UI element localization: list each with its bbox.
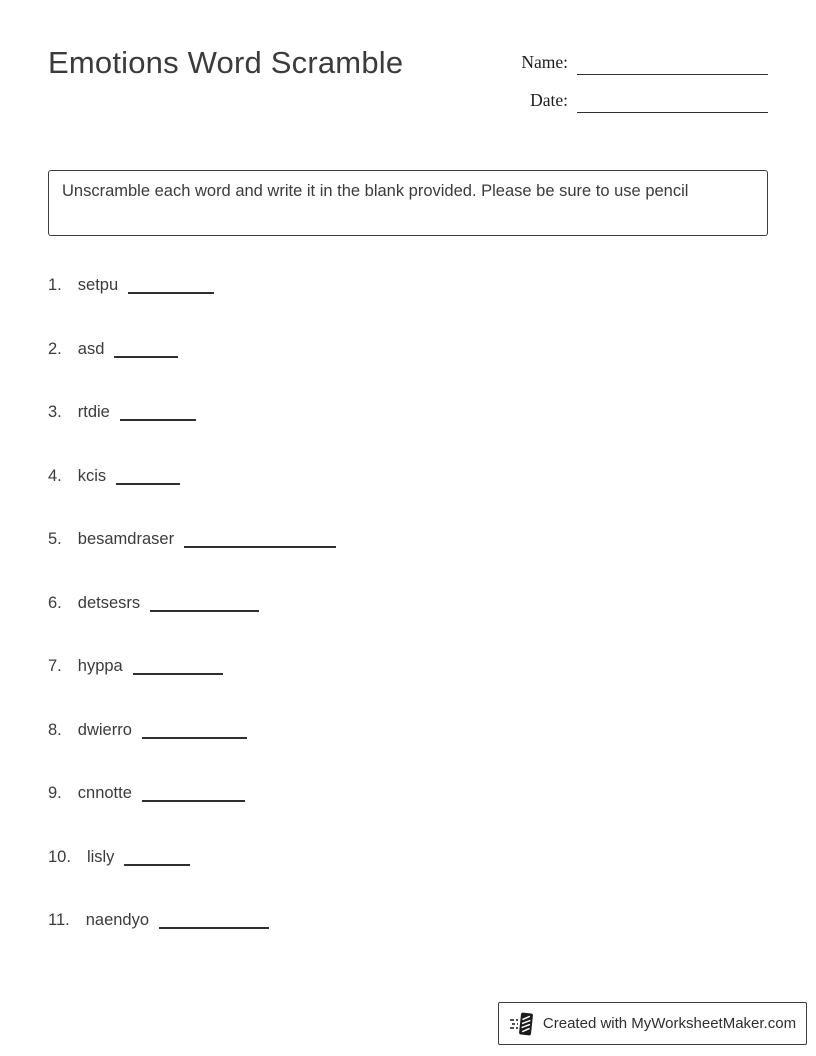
- scramble-list-item: [48, 911, 768, 932]
- date-field-row: [530, 90, 768, 111]
- answer-blank-line: [150, 610, 259, 612]
- scrambled-word: dwierro: [77, 720, 132, 739]
- worksheet-maker-logo-icon: [509, 1011, 535, 1037]
- date-write-line: [577, 112, 768, 113]
- scrambled-word: hyppa: [77, 657, 123, 675]
- scrambled-word: kcis: [77, 466, 107, 485]
- footer-credit-text: Created with MyWorksheetMaker.com: [542, 1015, 797, 1032]
- name-date-block: [521, 52, 768, 111]
- answer-blank-line: [128, 292, 214, 294]
- answer-blank-line: [142, 737, 247, 739]
- scrambled-word: asd: [77, 339, 105, 358]
- scrambled-word: detsesrs: [77, 593, 141, 612]
- answer-blank-line: [142, 800, 245, 802]
- item-number: 5.: [48, 530, 62, 548]
- item-number: 7.: [48, 657, 62, 675]
- scramble-list-item: [48, 848, 768, 869]
- answer-blank-line: [114, 356, 178, 358]
- name-label: Name:: [521, 52, 568, 72]
- scramble-list-item: [48, 403, 768, 424]
- scramble-list-item: [48, 594, 768, 615]
- instructions-text: Unscramble each word and write it in the blank provided. Please be sure to use pencil: [62, 182, 689, 200]
- scrambled-word: lisly: [86, 847, 115, 866]
- scramble-list-item: [48, 276, 768, 297]
- scramble-list: [48, 276, 768, 975]
- scramble-list-item: [48, 467, 768, 488]
- scrambled-word: setpu: [77, 276, 119, 294]
- answer-blank-line: [159, 927, 269, 929]
- page-title: Emotions Word Scramble: [48, 45, 404, 80]
- instructions-box: [48, 170, 768, 236]
- scrambled-word: rtdie: [77, 403, 110, 421]
- name-write-line: [577, 74, 768, 75]
- name-field-row: [521, 52, 768, 73]
- scramble-list-item: [48, 340, 768, 361]
- item-number: 9.: [48, 784, 62, 802]
- scrambled-word: besamdraser: [77, 530, 175, 548]
- item-number: 3.: [48, 403, 62, 421]
- scrambled-word: cnnotte: [77, 784, 132, 802]
- item-number: 4.: [48, 466, 62, 485]
- answer-blank-line: [184, 546, 336, 548]
- item-number: 1.: [48, 276, 62, 294]
- date-label: Date:: [530, 90, 568, 110]
- answer-blank-line: [120, 419, 196, 421]
- footer-credit-badge: [498, 1002, 807, 1045]
- answer-blank-line: [124, 864, 190, 866]
- scrambled-word: naendyo: [85, 911, 150, 929]
- answer-blank-line: [116, 483, 180, 485]
- item-number: 8.: [48, 720, 62, 739]
- item-number: 11.: [48, 911, 70, 929]
- scramble-list-item: [48, 530, 768, 551]
- item-number: 6.: [48, 593, 62, 612]
- item-number: 2.: [48, 339, 62, 358]
- answer-blank-line: [133, 673, 223, 675]
- scramble-list-item: [48, 784, 768, 805]
- item-number: 10.: [48, 847, 71, 866]
- scramble-list-item: [48, 721, 768, 742]
- scramble-list-item: [48, 657, 768, 678]
